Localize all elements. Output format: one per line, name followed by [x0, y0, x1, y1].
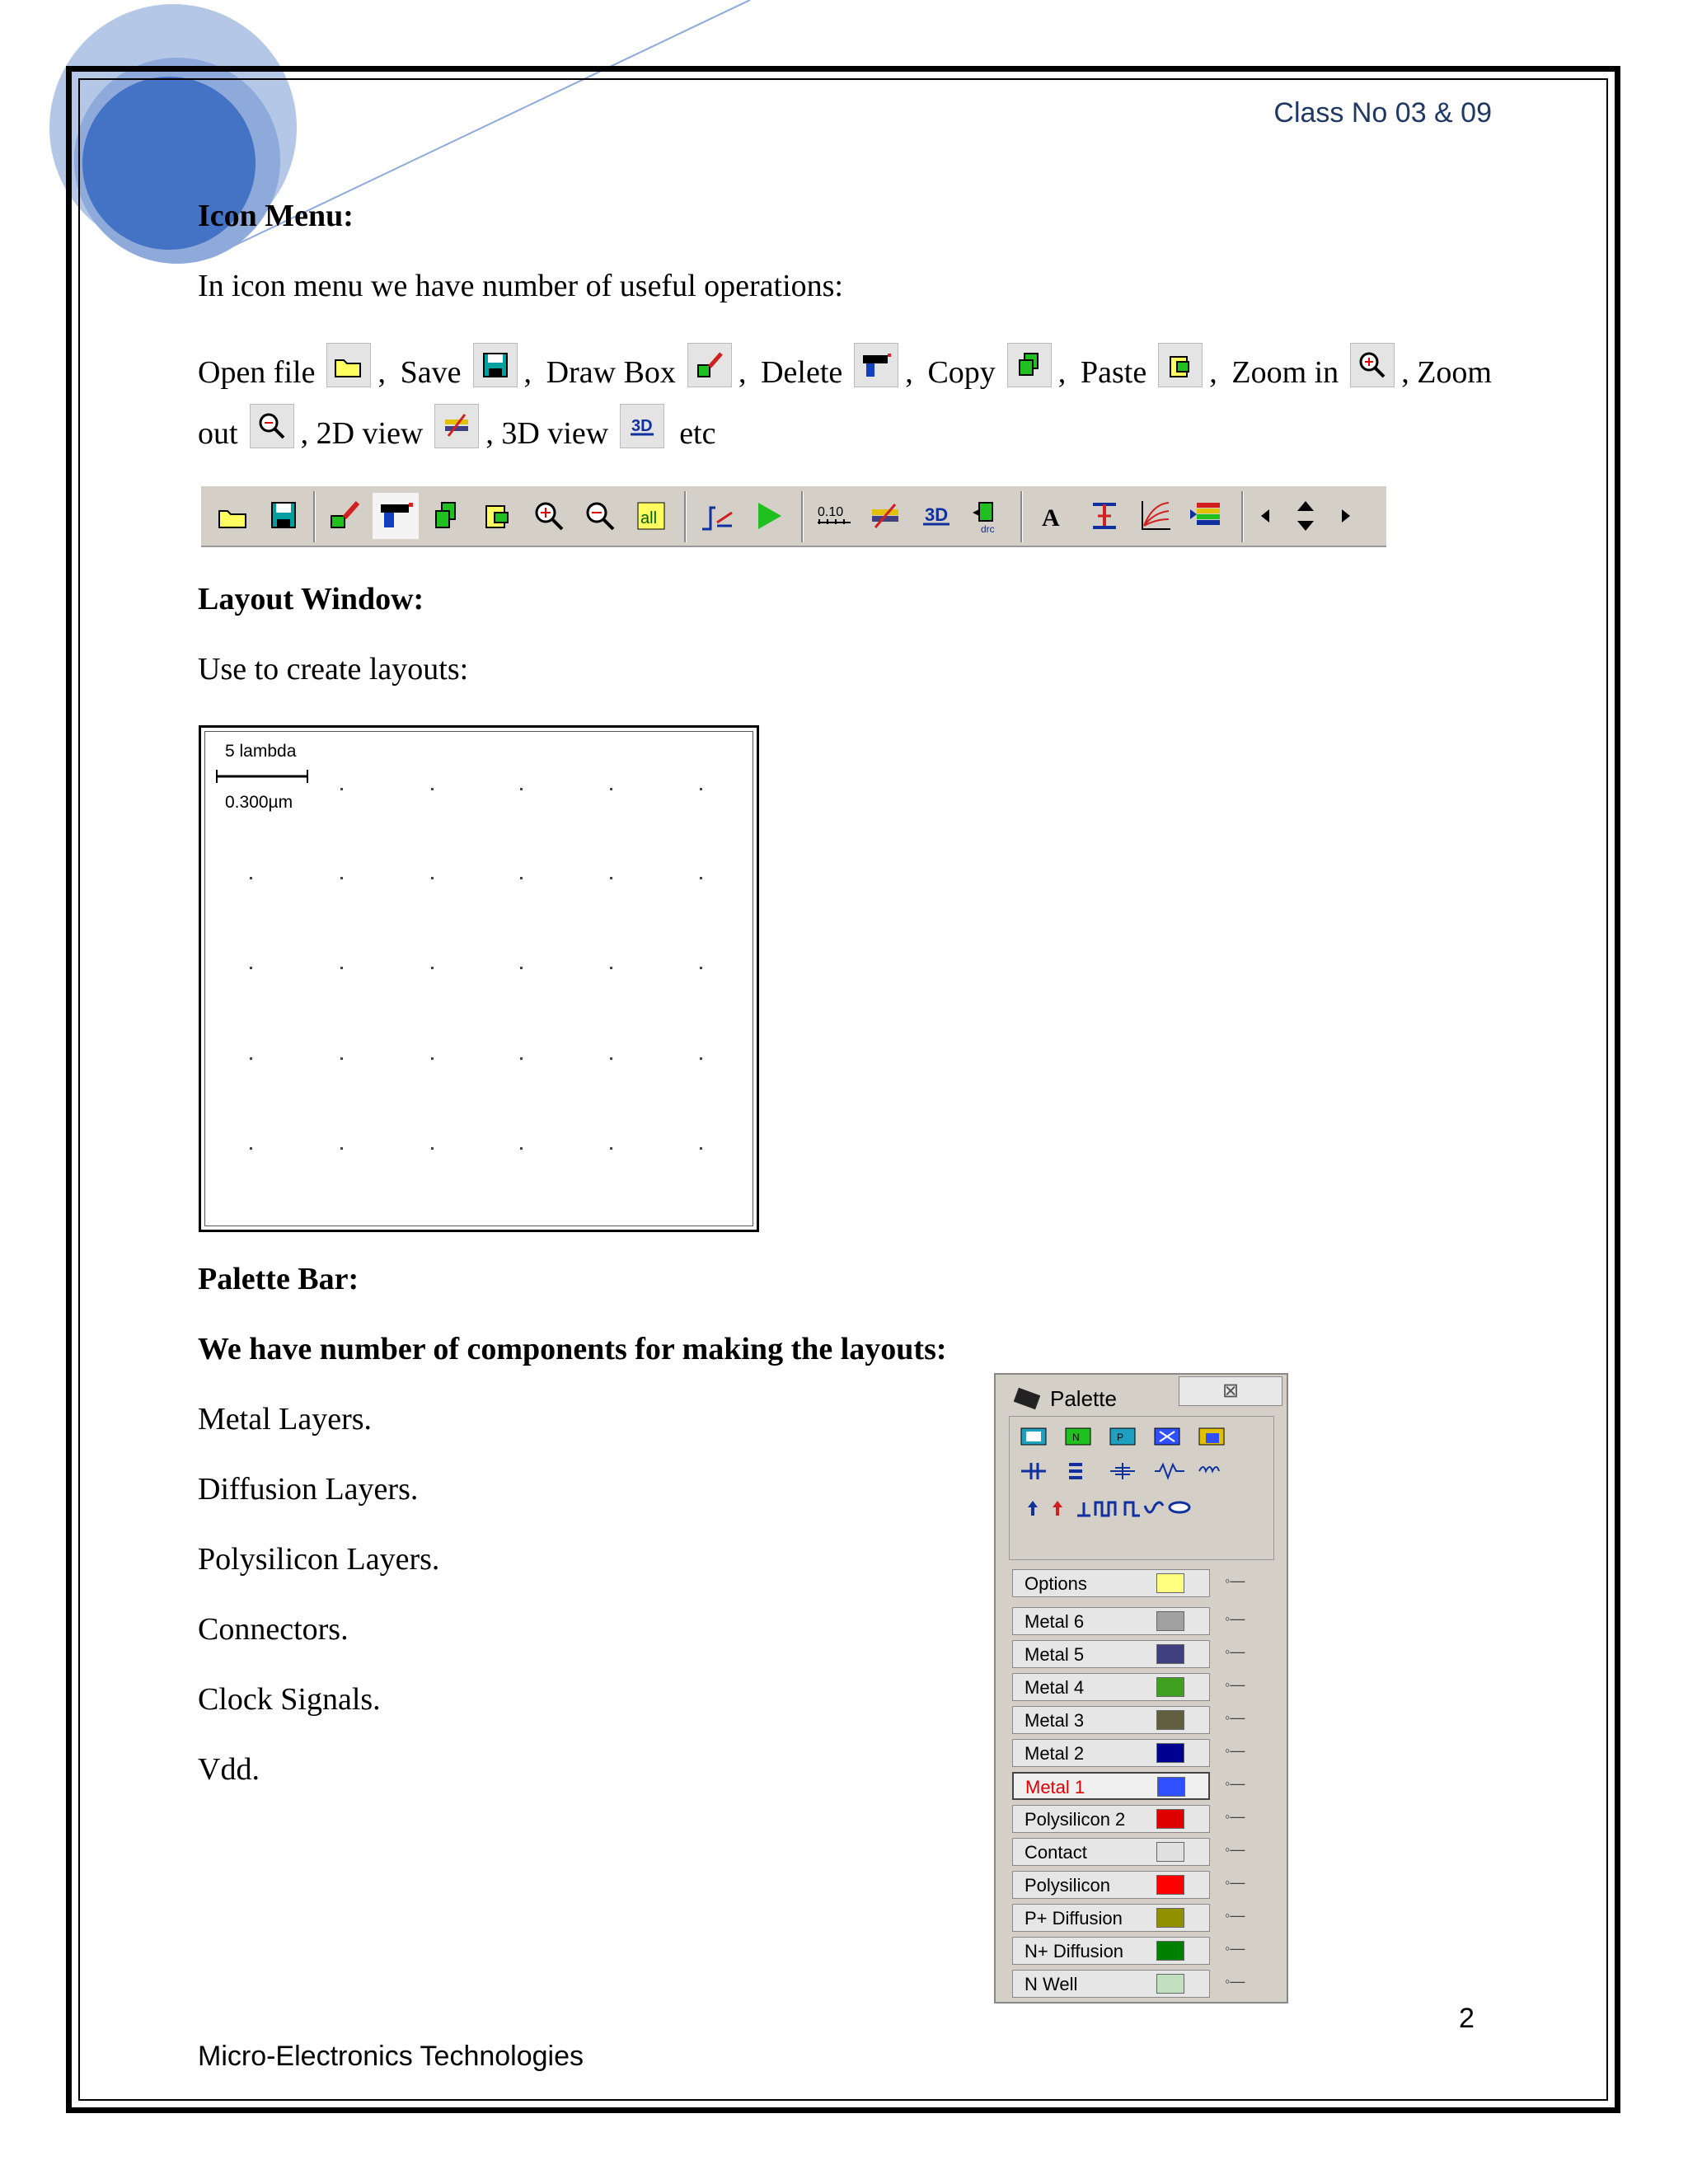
palette-layer-label: Options	[1025, 1573, 1087, 1594]
delete-gun-icon[interactable]	[373, 493, 419, 539]
pin-icon[interactable]: ◦—	[1225, 1808, 1245, 1825]
layer-color-swatch	[1156, 1875, 1184, 1895]
palette-layer-options[interactable]	[1012, 1569, 1210, 1597]
layout-window-intro: Use to create layouts:	[198, 652, 469, 687]
zoom-in-icon[interactable]	[526, 493, 572, 539]
list-item: Polysilicon Layers.	[198, 1542, 440, 1577]
item-paste: Paste ,	[1081, 343, 1217, 391]
grid-dot	[431, 788, 434, 790]
analog-curve-icon[interactable]	[1132, 493, 1179, 539]
measure-icon[interactable]	[811, 493, 857, 539]
palette-layer-metal-3[interactable]	[1012, 1706, 1210, 1734]
palette-layer-polysilicon-2[interactable]	[1012, 1805, 1210, 1833]
icon-menu-line2	[198, 396, 715, 452]
layer-color-swatch	[1156, 1710, 1184, 1730]
layout-grid-area[interactable]	[204, 731, 753, 1226]
layer-color-swatch	[1156, 1908, 1184, 1928]
icon-toolbar	[201, 485, 1386, 547]
icon-menu-line1	[198, 335, 1492, 391]
palette-layer-p-diffusion[interactable]	[1012, 1904, 1210, 1932]
etc-label: etc	[679, 416, 716, 451]
palette-layer-polysilicon[interactable]	[1012, 1871, 1210, 1899]
item-delete: Delete ,	[761, 343, 913, 391]
footer-text: Micro-Electronics Technologies	[198, 2041, 584, 2072]
grid-dot	[340, 1057, 343, 1060]
arrow-left-icon[interactable]	[1251, 493, 1281, 539]
palette-layer-label: Contact	[1025, 1842, 1087, 1863]
palette-layer-metal-4[interactable]	[1012, 1673, 1210, 1701]
layout-canvas[interactable]	[199, 725, 759, 1232]
item-copy: Copy ,	[927, 343, 1066, 391]
view-3d-label: , 3D view	[485, 416, 609, 451]
grid-dot	[340, 1147, 343, 1150]
grid-dot	[250, 1057, 252, 1060]
grid-dot	[610, 967, 612, 969]
grid-dot	[520, 1147, 523, 1150]
copy-icon	[1007, 343, 1052, 387]
copy-icon[interactable]	[424, 493, 470, 539]
pin-icon[interactable]: ◦—	[1225, 1841, 1245, 1858]
item-save: Save ,	[401, 343, 532, 391]
list-item: Metal Layers.	[198, 1402, 373, 1436]
save-disk-icon	[473, 343, 518, 387]
layer-color-swatch	[1156, 1573, 1184, 1593]
draw-box-icon	[687, 343, 732, 387]
palette-tool-icons[interactable]	[1010, 1417, 1273, 1561]
palette-layer-label: Metal 5	[1025, 1644, 1085, 1665]
layer-color-swatch	[1156, 1644, 1184, 1664]
grid-dot	[610, 1057, 612, 1060]
open-folder-icon[interactable]	[209, 493, 256, 539]
grid-dot	[250, 967, 252, 969]
grid-dot	[610, 788, 612, 790]
svg-text:P: P	[1117, 1432, 1124, 1443]
zoom-in-icon	[1350, 343, 1395, 387]
svg-text:3D: 3D	[925, 504, 949, 525]
list-item: Vdd.	[198, 1752, 260, 1787]
grid-dot	[340, 877, 343, 879]
grid-dot	[250, 877, 252, 879]
layer-color-swatch	[1156, 1611, 1184, 1631]
palette-layer-label: N+ Diffusion	[1025, 1941, 1124, 1961]
grid-dot	[520, 788, 523, 790]
pin-icon[interactable]: ◦—	[1225, 1973, 1245, 1990]
pin-icon[interactable]: ◦—	[1225, 1940, 1245, 1957]
palette-bar-heading: Palette Bar:	[198, 1262, 359, 1296]
layer-color-swatch	[1156, 1677, 1184, 1697]
list-item: Diffusion Layers.	[198, 1472, 419, 1507]
palette-title: Palette	[1050, 1386, 1117, 1411]
layer-color-swatch	[1156, 1941, 1184, 1961]
layer-color-swatch	[1156, 1809, 1184, 1829]
grid-dot	[700, 967, 702, 969]
grid-dot	[431, 877, 434, 879]
pin-icon[interactable]: ◦—	[1225, 1874, 1245, 1891]
simulate-icon[interactable]	[694, 493, 740, 539]
palette-layer-contact[interactable]	[1012, 1838, 1210, 1866]
arrow-up-down-icon[interactable]	[1282, 493, 1329, 539]
grid-dot	[520, 967, 523, 969]
zoom-out-word: out	[198, 416, 238, 451]
palette-layer-label: P+ Diffusion	[1025, 1908, 1123, 1929]
layer-color-swatch	[1156, 1974, 1184, 1994]
svg-text:all: all	[640, 509, 658, 527]
palette-layer-label: Metal 2	[1025, 1743, 1085, 1764]
class-label: Class No 03 & 09	[1273, 97, 1492, 129]
palette-layer-label: N Well	[1025, 1974, 1078, 1994]
cross-section-icon[interactable]	[1081, 493, 1128, 539]
pin-icon[interactable]: ◦—	[1225, 1709, 1245, 1726]
grid-dot	[700, 1057, 702, 1060]
paste-icon[interactable]	[475, 493, 521, 539]
palette-bar-subheading: We have number of components for making the layouts:	[198, 1332, 947, 1366]
view-3d-icon	[620, 404, 664, 448]
grid-dot	[700, 788, 702, 790]
pin-icon[interactable]: ◦—	[1225, 1643, 1245, 1660]
grid-dot	[340, 967, 343, 969]
draw-box-icon[interactable]	[321, 493, 368, 539]
zoom-out-icon[interactable]	[577, 493, 623, 539]
delete-gun-icon	[854, 343, 898, 387]
scale-micron-label: 0.300µm	[225, 793, 293, 812]
page-number: 2	[1459, 2003, 1475, 2034]
list-item: Clock Signals.	[198, 1682, 381, 1717]
palette-layer-n-diffusion[interactable]	[1012, 1937, 1210, 1965]
layer-color-swatch	[1156, 1842, 1184, 1862]
layout-window-heading: Layout Window:	[198, 582, 424, 616]
icon-menu-heading: Icon Menu:	[198, 199, 354, 233]
grid-dot	[610, 877, 612, 879]
close-icon[interactable]: ⊠	[1179, 1376, 1282, 1406]
item-open-file: Open file ,	[198, 343, 386, 391]
palette-layer-label: Metal 6	[1025, 1611, 1085, 1632]
open-folder-icon	[326, 343, 371, 387]
layer-color-swatch	[1156, 1743, 1184, 1763]
grid-dot	[700, 877, 702, 879]
palette-tools-area	[1009, 1416, 1274, 1560]
view-3d-icon[interactable]	[913, 493, 959, 539]
pin-icon[interactable]: ◦—	[1225, 1742, 1245, 1759]
palette-layer-label: Metal 1	[1025, 1777, 1085, 1797]
view-all-icon[interactable]	[628, 493, 674, 539]
grid-dot	[431, 1057, 434, 1060]
grid-dot	[700, 1147, 702, 1150]
svg-text:drc: drc	[981, 523, 995, 535]
zoom-out-icon	[250, 404, 294, 448]
run-icon[interactable]	[745, 493, 791, 539]
view-2d-label: , 2D view	[300, 416, 424, 451]
view-2d-icon	[434, 404, 479, 448]
palette-layer-n-well[interactable]	[1012, 1970, 1210, 1998]
icon-menu-intro: In icon menu we have number of useful operations:	[198, 269, 843, 303]
scale-lambda-label: 5 lambda	[225, 742, 297, 761]
list-item: Connectors.	[198, 1612, 349, 1647]
palette-layer-label: Polysilicon 2	[1025, 1809, 1126, 1830]
palette-layer-label: Polysilicon	[1025, 1875, 1110, 1896]
svg-text:N: N	[1072, 1432, 1080, 1443]
grid-dot	[610, 1147, 612, 1150]
svg-text:0.10: 0.10	[818, 505, 844, 519]
grid-dot	[340, 788, 343, 790]
scale-bar	[213, 768, 312, 785]
palette-window	[994, 1373, 1288, 2004]
layer-stack-icon[interactable]	[1184, 493, 1230, 539]
pin-icon[interactable]: ◦—	[1225, 1676, 1245, 1693]
svg-text:A: A	[1042, 504, 1060, 532]
palette-layer-metal-1[interactable]	[1012, 1772, 1210, 1800]
layer-color-swatch	[1157, 1777, 1185, 1797]
pin-icon[interactable]: ◦—	[1225, 1775, 1245, 1792]
svg-text:3D: 3D	[631, 417, 653, 435]
palette-layer-metal-5[interactable]	[1012, 1640, 1210, 1668]
grid-dot	[431, 967, 434, 969]
chip-icon	[1010, 1386, 1043, 1411]
save-disk-icon[interactable]	[260, 493, 307, 539]
item-draw-box: Draw Box ,	[546, 343, 747, 391]
palette-layer-metal-2[interactable]	[1012, 1739, 1210, 1767]
grid-dot	[431, 1147, 434, 1150]
palette-layer-metal-6[interactable]	[1012, 1607, 1210, 1635]
pin-icon[interactable]: ◦—	[1225, 1610, 1245, 1627]
arrow-right-icon[interactable]	[1330, 493, 1360, 539]
palette-layer-label: Metal 4	[1025, 1677, 1085, 1698]
text-icon[interactable]	[1030, 493, 1076, 539]
grid-dot	[520, 1057, 523, 1060]
grid-dot	[520, 877, 523, 879]
grid-dot	[250, 1147, 252, 1150]
palette-layer-label: Metal 3	[1025, 1710, 1085, 1731]
item-zoom-in: Zoom in , Zoom	[1231, 343, 1492, 391]
drc-icon[interactable]	[964, 493, 1010, 539]
pin-icon[interactable]: ◦—	[1225, 1907, 1245, 1924]
pin-icon[interactable]: ◦—	[1225, 1572, 1245, 1589]
paste-icon	[1158, 343, 1203, 387]
view-2d-icon[interactable]	[862, 493, 908, 539]
